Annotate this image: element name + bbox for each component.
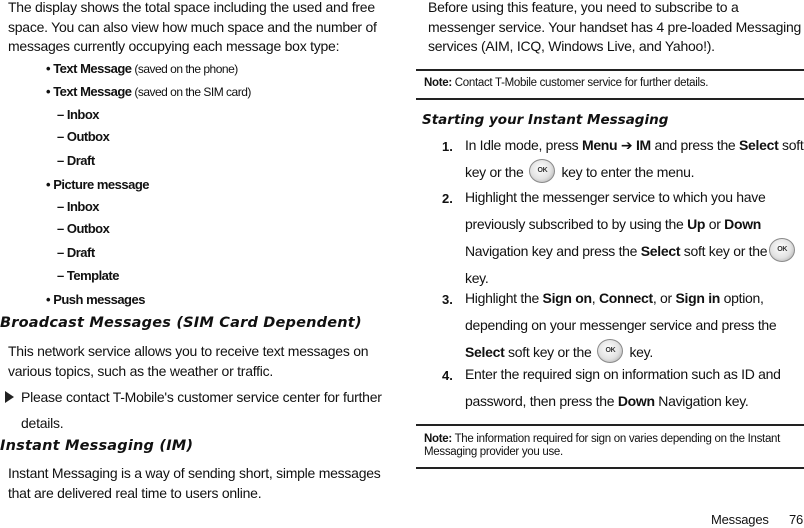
list-item: – Inbox [57,199,100,214]
im-heading: Instant Messaging (IM) [0,438,194,454]
step-2: Highlight the messenger service to which you have previously subscribed to by using the Up or Down Navigation key and press the Select soft key or the OKkey. [465,184,804,292]
step-number: 1. [442,139,453,154]
list-item: – Draft [57,245,95,260]
list-item: – Outbox [57,129,110,144]
step-4: Enter the required sign on information such as ID and password, then press the Down Navigation key. [465,366,781,409]
ok-key-icon: OK [769,238,795,262]
divider [416,424,804,426]
note-sign-on: Note: The information required for sign on varies depending on the Instant Messaging provider you use. [424,433,781,458]
divider [416,69,804,71]
storage-intro: The display shows the total space including the used and free space. You can also view how much space and the number of messages currently occupying each message box type: [8,0,377,54]
footer-section: Messages [711,512,769,527]
list-item: • Push messages [46,292,145,307]
page-number: 76 [789,512,804,527]
ok-key-icon: OK [529,159,555,183]
divider [416,467,804,469]
list-item: – Template [57,268,119,283]
subscription-intro: Before using this feature, you need to subscribe to a messenger service. Your handset has 4 pre-loaded Messaging services (AIM, ICQ, Windows Live, and Yahoo!). [428,0,802,54]
im-text: Instant Messaging is a way of sending short, simple messages that are delivered real time to users online. [8,465,381,501]
list-item: • Text Message (saved on the phone) [46,61,238,76]
list-item: – Draft [57,153,95,168]
step-3: Highlight the Sign on, Connect, or Sign in option, depending on your messenger service and press the Select soft key or the OK key. [465,285,804,366]
step-number: 2. [442,191,453,206]
list-item: – Outbox [57,221,110,236]
list-item: • Picture message [46,177,150,192]
right-column [416,0,804,528]
broadcast-tip: Please contact T-Mobile's customer service center for further details. [21,389,382,431]
tip-arrow-icon [5,389,14,407]
divider [416,98,804,100]
list-item: • Text Message (saved on the SIM card) [46,84,251,99]
section-subheading: Starting your Instant Messaging [422,112,669,128]
broadcast-heading: Broadcast Messages (SIM Card Dependent) [0,315,362,331]
list-item: – Inbox [57,107,100,122]
step-number: 4. [442,368,453,383]
ok-key-icon: OK [597,339,623,363]
step-1: In Idle mode, press Menu ➔ IM and press the Select soft key or the OK key to enter the menu. [465,132,804,186]
step-number: 3. [442,292,453,307]
note-contact: Note: Contact T-Mobile customer service for further details. [424,77,709,89]
broadcast-text: This network service allows you to receive text messages on various topics, such as the weather or traffic. [8,343,369,379]
